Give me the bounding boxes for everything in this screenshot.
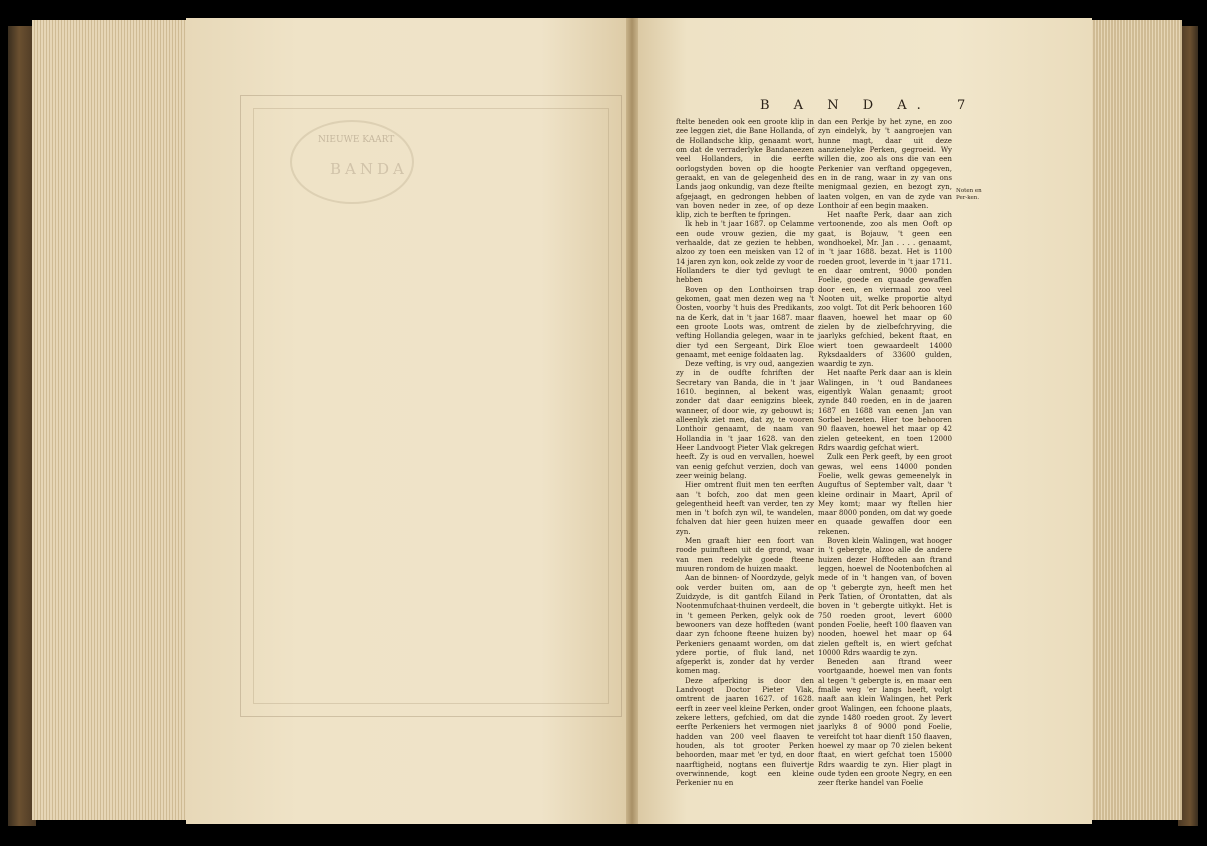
running-head: B A N D A. xyxy=(760,98,931,113)
paragraph: Aan de binnen- of Noordzyde, gelyk ook verder buiten om, aan de Zuidzyde, is dit gantfch Eiland in Nootenmufchaat-thuinen verdeelt, die in 't gemeen Perken, gelyk ook de bewooners van deze hoffteden (want daar zyn fchoone fteene huizen by) Perkeniers genaamt worden, om dat ydere portie, of fluk land, net afgeperkt is, zonder dat hy verder komen mag. xyxy=(676,573,814,676)
plate-impression xyxy=(240,95,622,717)
text-column-right xyxy=(818,117,952,788)
paragraph: Boven klein Walingen, wat hooger in 't gebergte, alzoo alle de andere huizen dezer Hoffteden aan ftrand leggen, hoewel de Nootenbofchen al mede of in 't hangen van, of boven op 't gebergte zyn, heeft men het Perk Tatien, of Orontatten, dat als boven in 't gebergte uitkykt. Het is 750 roeden groot, levert 6000 ponden Foelie, heeft 100 flaaven van nooden, hoewel het maar op 64 zielen geftelt is, en wiert gefchat 10000 Rdrs waardig te zyn. xyxy=(818,536,952,657)
paragraph: dan een Perkje by het zyne, en zoo zyn eindelyk, by 't aangroejen van hunne magt, daar uit deze aanzienelyke Perken, gegroeid. Wy willen die, zoo als ons die van een Perkenier van verftand opgegeven, en in de rang, waar in zy van ons menigmaal gezien, en bezogt zyn, laaten volgen, en van de zyde van Lonthoir af een begin maaken. xyxy=(818,117,952,210)
paragraph: Men graaft hier een foort van roode puimfteen uit de grond, waar van men redelyke goede fteene muuren rondom de huizen maakt. xyxy=(676,536,814,573)
paragraph: Hier omtrent fluit men ten eerften aan 't bofch, zoo dat men geen gelegentheid heeft van verder, ten zy men in 't bofch zyn wil, te wandelen, fchalven dat hier geen huizen meer zyn. xyxy=(676,480,814,536)
paragraph: Zulk een Perk geeft, by een groot gewas, wel eens 14000 ponden Foelie, welk gewas gemeenelyk in Auguftus of September valt, daar 't kleine ordinair in Maart, April of Mey komt; maar wy ftellen hier maar 8000 ponden, om dat wy goede en quaade gewaffen door een rekenen. xyxy=(818,452,952,536)
paragraph: Het naafte Perk, daar aan zich vertoonende, zoo als men Ooft op gaat, is Bojauw, 't geen een wondhoekel, Mr. Jan . . . . genaamt, in 't jaar 1688. bezat. Het is 1100 roeden groot, leverde in 't jaar 1711. en daar omtrent, 9000 ponden Foelie, goede en quaade gewaffen door een, en viermaal zoo veel Nooten uit, welke proportie altyd zoo volgt. Tot dit Perk behooren 160 flaaven, hoewel het maar op 60 zielen by de zielbefchryving, die jaarlyks gefchied, bekent ftaat, en wiert toen gewaardeelt 14000 Ryksdaalders of 33600 gulden, waardig te zyn. xyxy=(818,210,952,369)
text-column-left xyxy=(676,117,814,788)
paragraph: Boven op den Lonthoirsen trap gekomen, gaat men dezen weg na 't Oosten, voorby 't huis des Predikants, na de Kerk, dat in 't jaar 1687. maar een groote Loots was, omtrent de vefting Hollandia gelegen, waar in te dier tyd een Sergeant, Dirk Eloe genaamt, met eenige foldaaten lag. xyxy=(676,284,814,359)
marginal-note: Noten en Per-ken. xyxy=(956,188,982,201)
page-block-left xyxy=(32,20,192,820)
plate-inner-border xyxy=(253,108,609,704)
paragraph: Deze afperking is door den Landvoogt Doctor Pieter Vlak, omtrent de jaaren 1627. of 1628. eerft in zeer veel kleine Perken, onder zekere letters, gefchied, om dat die eerfte Perkeniers het vermogen niet hadden van 200 veel flaaven te houden, als tot grooter Perken behoorden, maar met 'er tyd, en door naarftigheid, nogtans een fluivertje overwinnende, kogt een kleine Perkenier nu en xyxy=(676,675,814,788)
paragraph: Beneden aan ftrand weer voortgaande, hoewel men van fonts al tegen 't gebergte is, en maar een fmalle weg 'er langs heeft, volgt naaft aan klein Walingen, het Perk groot Walingen, een fchoone plaats, zynde 1480 roeden groot. Zy levert jaarlyks 8 of 9000 pond Foelie, vereifcht tot haar dienft 150 flaaven, hoewel zy maar op 70 zielen bekent ftaat, en wiert gefchat toen 15000 Rdrs waardig te zyn. Hier plagt in oude tyden een groote Negry, en een zeer fterke handel van Foelie xyxy=(818,657,952,788)
paragraph: Het naafte Perk daar aan is klein Walingen, in 't oud Bandanees eigentlyk Walan genaamt; groot zynde 840 roeden, en in de jaaren 1687 en 1688 van eenen Jan van Sorbel bezeten. Hier toe behooren 90 flaaven, hoewel het maar op 42 zielen geteekent, en toen 12000 Rdrs waardig gefchat wiert. xyxy=(818,368,952,452)
book-gutter xyxy=(626,18,638,824)
paragraph: Ik heb in 't jaar 1687. op Celamme een oude vrouw gezien, die my verhaalde, dat ze gezien te hebben, alzoo zy toen een meisken van 12 of 14 jaren zyn kon, ook zelde zy voor de Hollanders te dier tyd gevlugt te hebben xyxy=(676,219,814,285)
page-number: 7 xyxy=(957,98,966,113)
paragraph: ftelte beneden ook een groote klip in zee leggen ziet, die Bane Hollanda, of de Hollandsche klip, genaamt wort, om dat de verraderlyke Bandaneezen veel Hollanders, in die eerfte oorlogstyden boven op die hoogte geraakt, en van de gelegenheid des Lands jaog onkundig, van deze fteilte afgejaagt, en gedrongen hebben of van boven neder in zee, of op deze klip, zich te berften te fpringen. xyxy=(676,117,814,220)
plate-ghost-text: NIEUWE KAART xyxy=(318,135,395,145)
paragraph: Deze vefting, is vry oud, aangezien zy in de oudfte fchriften der Secretary van Banda, die in 't jaar 1610. beginnen, al bekent was, zonder dat daar eenigzins bleek, wanneer, of door wie, zy gebouwt is; alleenlyk ziet men, dat zy, te vooren Lonthoir genaamt, de naam van Hollandia in 't jaar 1628. van den Heer Landvoogt Pieter Vlak gekregen heeft. Zy is oud en vervallen, hoewel van eenig gefchut verzien, doch van zeer weinig belang. xyxy=(676,359,814,480)
page-block-right xyxy=(1084,20,1182,820)
plate-ghost-text: BANDA xyxy=(330,160,408,178)
